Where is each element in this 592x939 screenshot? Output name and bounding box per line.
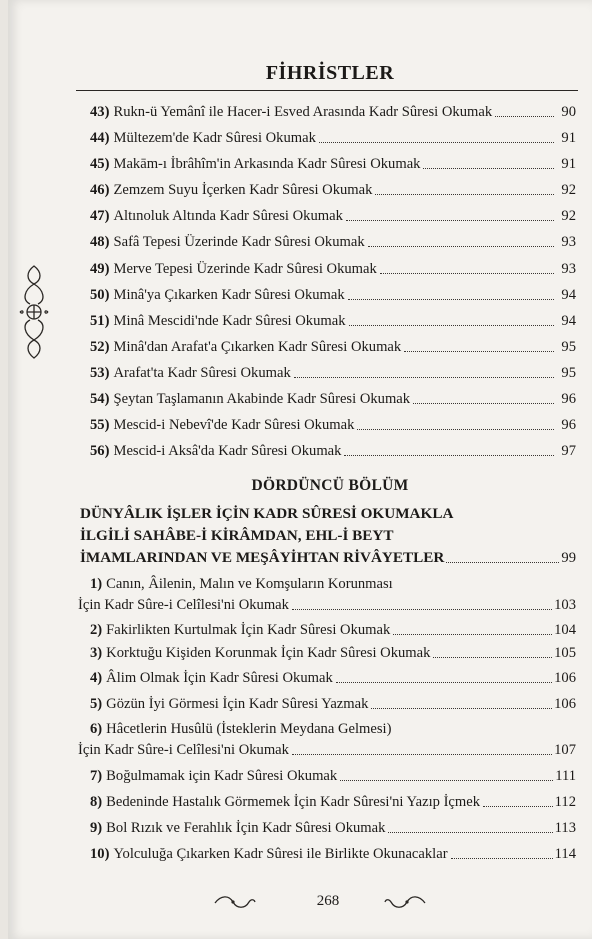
dot-leader	[336, 682, 552, 683]
toc-entry-6-line-1[interactable]: 6) Hâcetlerin Husûlü (İsteklerin Meydana Gelmesi)	[90, 721, 392, 737]
toc-entry-53[interactable]: 53) Arafat'ta Kadr Sûresi Okumak 95	[90, 365, 576, 381]
dot-leader	[404, 351, 554, 352]
book-page	[8, 0, 592, 939]
footer-swirl-right-icon	[383, 893, 427, 911]
dot-leader	[348, 299, 554, 300]
footer-swirl-left-icon	[213, 893, 257, 911]
toc-entry-46[interactable]: 46) Zemzem Suyu İçerken Kadr Sûresi Okumak 92	[90, 182, 576, 198]
dot-leader	[388, 832, 552, 833]
toc-entry-7[interactable]: 7) Boğulmamak için Kadr Sûresi Okumak 111	[90, 768, 576, 784]
dot-leader	[368, 246, 554, 247]
toc-entry-52[interactable]: 52) Minâ'dan Arafat'a Çıkarken Kadr Sûresi Okumak 95	[90, 339, 576, 355]
toc-entry-54[interactable]: 54) Şeytan Taşlamanın Akabinde Kadr Sûresi Okumak 96	[90, 391, 576, 407]
dot-leader	[349, 325, 554, 326]
toc-entry-5[interactable]: 5) Gözün İyi Görmesi İçin Kadr Sûresi Yazmak 106	[90, 696, 576, 712]
chapter-heading-line-2: İLGİLİ SAHÂBE-İ KİRÂMDAN, EHL-İ BEYT	[80, 527, 394, 544]
toc-entry-50[interactable]: 50) Minâ'ya Çıkarken Kadr Sûresi Okumak 94	[90, 287, 576, 303]
toc-entry-47[interactable]: 47) Altınoluk Altında Kadr Sûresi Okumak 92	[90, 208, 576, 224]
page-header-title: FİHRİSTLER	[265, 62, 395, 84]
header-rule	[76, 90, 578, 91]
dot-leader	[433, 657, 552, 658]
toc-entry-1-line-1[interactable]: 1) Canın, Âilenin, Malın ve Komşuların Korunması	[90, 576, 393, 592]
toc-entry-49[interactable]: 49) Merve Tepesi Üzerinde Kadr Sûresi Okumak 93	[90, 261, 576, 277]
dot-leader	[319, 142, 554, 143]
toc-entry-4[interactable]: 4) Âlim Olmak İçin Kadr Sûresi Okumak 106	[90, 670, 576, 686]
dot-leader	[340, 780, 553, 781]
dot-leader	[346, 220, 554, 221]
toc-entry-9[interactable]: 9) Bol Rızık ve Ferahlık İçin Kadr Sûresi Okumak 113	[90, 820, 576, 836]
toc-entry-10[interactable]: 10) Yolculuğa Çıkarken Kadr Sûresi ile Birlikte Okunacaklar 114	[90, 846, 576, 862]
dot-leader	[292, 609, 552, 610]
toc-entry-2[interactable]: 2) Fakirlikten Kurtulmak İçin Kadr Sûresi Okumak 104	[90, 622, 576, 638]
dot-leader	[292, 754, 552, 755]
dot-leader	[393, 634, 552, 635]
dot-leader	[380, 273, 554, 274]
toc-entry-1-line-2[interactable]: İçin Kadr Sûre-i Celîlesi'ni Okumak 103	[78, 597, 576, 613]
toc-entry-55[interactable]: 55) Mescid-i Nebevî'de Kadr Sûresi Okumak 96	[90, 417, 576, 433]
dot-leader	[451, 858, 553, 859]
toc-entry-43[interactable]: 43) Rukn-ü Yemânî ile Hacer-i Esved Arasında Kadr Sûresi Okumak 90	[90, 104, 576, 120]
page-number: 268	[316, 893, 340, 909]
dot-leader	[371, 708, 552, 709]
toc-entry-45[interactable]: 45) Makām-ı İbrâhîm'in Arkasında Kadr Sûresi Okumak 91	[90, 156, 576, 172]
dot-leader	[294, 377, 554, 378]
dot-leader	[483, 806, 553, 807]
toc-entry-3[interactable]: 3) Korktuğu Kişiden Korunmak İçin Kadr Sûresi Okumak 105	[90, 645, 576, 661]
toc-entry-48[interactable]: 48) Safâ Tepesi Üzerinde Kadr Sûresi Okumak 93	[90, 234, 576, 250]
dot-leader	[413, 403, 554, 404]
toc-entry-56[interactable]: 56) Mescid-i Aksâ'da Kadr Sûresi Okumak 97	[90, 443, 576, 459]
section-title: DÖRDÜNCÜ BÖLÜM	[251, 477, 409, 494]
dot-leader	[495, 116, 554, 117]
toc-entry-6-line-2[interactable]: İçin Kadr Sûre-i Celîlesi'ni Okumak 107	[78, 742, 576, 758]
chapter-heading-line-1: DÜNYÂLIK İŞLER İÇİN KADR SÛRESİ OKUMAKLA	[80, 505, 454, 522]
margin-ornament-icon	[16, 262, 52, 362]
dot-leader	[423, 168, 554, 169]
toc-entry-51[interactable]: 51) Minâ Mescidi'nde Kadr Sûresi Okumak 94	[90, 313, 576, 329]
dot-leader	[344, 455, 554, 456]
chapter-heading-line-3[interactable]: İMAMLARINDAN VE MEŞÂYİHTAN RİVÂYETLER 99	[80, 549, 576, 566]
toc-entry-44[interactable]: 44) Mültezem'de Kadr Sûresi Okumak 91	[90, 130, 576, 146]
dot-leader	[357, 429, 554, 430]
toc-entry-8[interactable]: 8) Bedeninde Hastalık Görmemek İçin Kadr Sûresi'ni Yazıp İçmek 112	[90, 794, 576, 810]
dot-leader	[375, 194, 554, 195]
dot-leader	[446, 562, 559, 563]
